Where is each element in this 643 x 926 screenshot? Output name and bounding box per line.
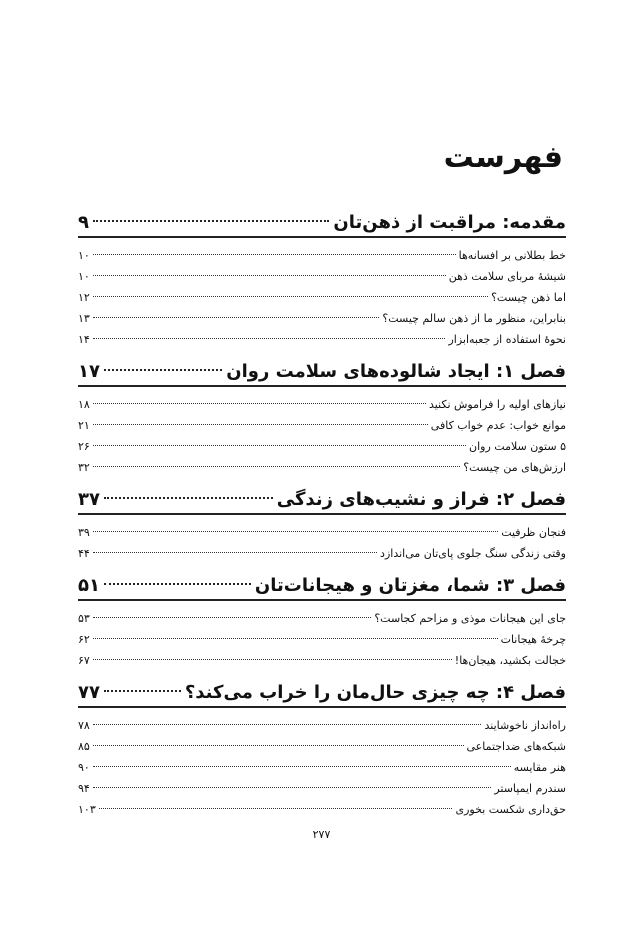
toc-entry[interactable] xyxy=(78,329,566,350)
entry-page-number: ۹۴ xyxy=(78,782,90,795)
toc-entry[interactable] xyxy=(78,543,566,564)
dot-leader xyxy=(93,531,498,532)
dot-leader xyxy=(99,808,453,809)
toc-section xyxy=(78,359,566,478)
section-divider xyxy=(78,706,566,708)
toc-entry[interactable] xyxy=(78,715,566,736)
toc-entry[interactable] xyxy=(78,394,566,415)
entry-title: خط بطلانی بر افسانه‌ها xyxy=(458,249,566,262)
entry-title: اما ذهن چیست؟ xyxy=(491,291,566,304)
entry-title: خجالت بکشید، هیجان‌ها! xyxy=(454,654,566,667)
entry-page-number: ۷۸ xyxy=(78,719,90,732)
dot-leader xyxy=(93,338,446,339)
entry-page-number: ۱۴ xyxy=(78,333,90,346)
toc-entry[interactable] xyxy=(78,629,566,650)
entry-page-number: ۲۶ xyxy=(78,440,90,453)
section-page-number: ۵۱ xyxy=(78,575,100,596)
section-divider xyxy=(78,236,566,238)
toc-section xyxy=(78,487,566,564)
dot-leader xyxy=(93,617,372,618)
entry-page-number: ۱۰ xyxy=(78,270,90,283)
dot-leader xyxy=(104,369,222,371)
toc-heading: فهرست xyxy=(443,140,563,175)
toc-entry[interactable] xyxy=(78,757,566,778)
dot-leader xyxy=(93,659,452,660)
toc-section xyxy=(78,573,566,671)
section-page-number: ۹ xyxy=(78,212,89,233)
toc-section xyxy=(78,680,566,820)
entry-title: چرخهٔ هیجانات xyxy=(500,633,566,646)
toc-entry[interactable] xyxy=(78,522,566,543)
toc-entry[interactable] xyxy=(78,736,566,757)
table-of-contents xyxy=(78,210,566,829)
toc-entry[interactable] xyxy=(78,799,566,820)
dot-leader xyxy=(93,317,380,318)
entry-title: سندرم ایمپاستر xyxy=(494,782,566,795)
entry-page-number: ۶۷ xyxy=(78,654,90,667)
toc-entry[interactable] xyxy=(78,608,566,629)
toc-entry[interactable] xyxy=(78,266,566,287)
section-heading-row[interactable] xyxy=(78,487,566,513)
section-page-number: ۱۷ xyxy=(78,361,100,382)
section-heading-row[interactable] xyxy=(78,680,566,706)
toc-entry[interactable] xyxy=(78,778,566,799)
section-heading-row[interactable] xyxy=(78,359,566,385)
section-page-number: ۳۷ xyxy=(78,489,100,510)
dot-leader xyxy=(93,445,466,446)
entry-page-number: ۳۲ xyxy=(78,461,90,474)
page-number: ۲۷۷ xyxy=(312,828,331,841)
entry-title: فنجان ظرفیت xyxy=(501,526,566,539)
dot-leader xyxy=(93,638,498,639)
entry-page-number: ۱۲ xyxy=(78,291,90,304)
toc-entry[interactable] xyxy=(78,436,566,457)
entry-page-number: ۹۰ xyxy=(78,761,90,774)
section-title: فصل ۱: ایجاد شالوده‌های سلامت روان xyxy=(226,361,566,382)
entry-page-number: ۲۱ xyxy=(78,419,90,432)
dot-leader xyxy=(104,690,181,692)
entry-page-number: ۸۵ xyxy=(78,740,90,753)
entry-page-number: ۴۴ xyxy=(78,547,90,560)
section-divider xyxy=(78,385,566,387)
entry-title: نحوهٔ استفاده از جعبه‌ابزار xyxy=(448,333,566,346)
toc-entry[interactable] xyxy=(78,245,566,266)
entry-page-number: ۱۰ xyxy=(78,249,90,262)
entry-title: شبکه‌های ضداجتماعی xyxy=(466,740,566,753)
entry-title: جای این هیجانات موذی و مزاحم کجاست؟ xyxy=(374,612,566,625)
dot-leader xyxy=(93,766,511,767)
toc-entry[interactable] xyxy=(78,308,566,329)
entry-title: شیشهٔ مربای سلامت ذهن xyxy=(448,270,566,283)
section-heading-row[interactable] xyxy=(78,573,566,599)
toc-entry[interactable] xyxy=(78,415,566,436)
dot-leader xyxy=(93,403,426,404)
dot-leader xyxy=(93,424,428,425)
section-title: فصل ۲: فراز و نشیب‌های زندگی xyxy=(276,489,566,510)
entry-title: ارزش‌های من چیست؟ xyxy=(463,461,566,474)
toc-entry[interactable] xyxy=(78,457,566,478)
entry-page-number: ۶۲ xyxy=(78,633,90,646)
section-title: فصل ۳: شما، مغزتان و هیجانات‌تان xyxy=(254,575,566,596)
dot-leader xyxy=(93,724,482,725)
dot-leader xyxy=(93,220,329,222)
toc-section xyxy=(78,210,566,350)
dot-leader xyxy=(93,275,446,276)
dot-leader xyxy=(104,583,251,585)
section-title: مقدمه: مراقبت از ذهن‌تان xyxy=(333,212,566,233)
entry-page-number: ۱۰۳ xyxy=(78,803,96,816)
dot-leader xyxy=(93,552,377,553)
entry-title: بنابراین، منظور ما از ذهن سالم چیست؟ xyxy=(382,312,566,325)
section-divider xyxy=(78,599,566,601)
entry-page-number: ۳۹ xyxy=(78,526,90,539)
entry-page-number: ۱۸ xyxy=(78,398,90,411)
entry-title: هنر مقایسه xyxy=(513,761,566,774)
entry-page-number: ۵۳ xyxy=(78,612,90,625)
dot-leader xyxy=(93,787,491,788)
dot-leader xyxy=(93,745,464,746)
section-page-number: ۷۷ xyxy=(78,682,100,703)
dot-leader xyxy=(104,497,273,499)
section-heading-row[interactable] xyxy=(78,210,566,236)
section-divider xyxy=(78,513,566,515)
entry-title: وقتی زندگی سنگ جلوی پای‌تان می‌اندازد xyxy=(380,547,566,560)
entry-title: نیازهای اولیه را فراموش نکنید xyxy=(428,398,566,411)
dot-leader xyxy=(93,466,460,467)
dot-leader xyxy=(93,296,488,297)
entry-title: حق‌داری شکست بخوری xyxy=(455,803,566,816)
section-title: فصل ۴: چه چیزی حال‌مان را خراب می‌کند؟ xyxy=(184,682,566,703)
toc-entry[interactable] xyxy=(78,650,566,671)
entry-title: موانع خواب: عدم خواب کافی xyxy=(430,419,566,432)
dot-leader xyxy=(93,254,456,255)
entry-title: راه‌انداز ناخوشایند xyxy=(484,719,566,732)
toc-entry[interactable] xyxy=(78,287,566,308)
entry-page-number: ۱۳ xyxy=(78,312,90,325)
entry-title: ۵ ستون سلامت روان xyxy=(469,440,566,453)
